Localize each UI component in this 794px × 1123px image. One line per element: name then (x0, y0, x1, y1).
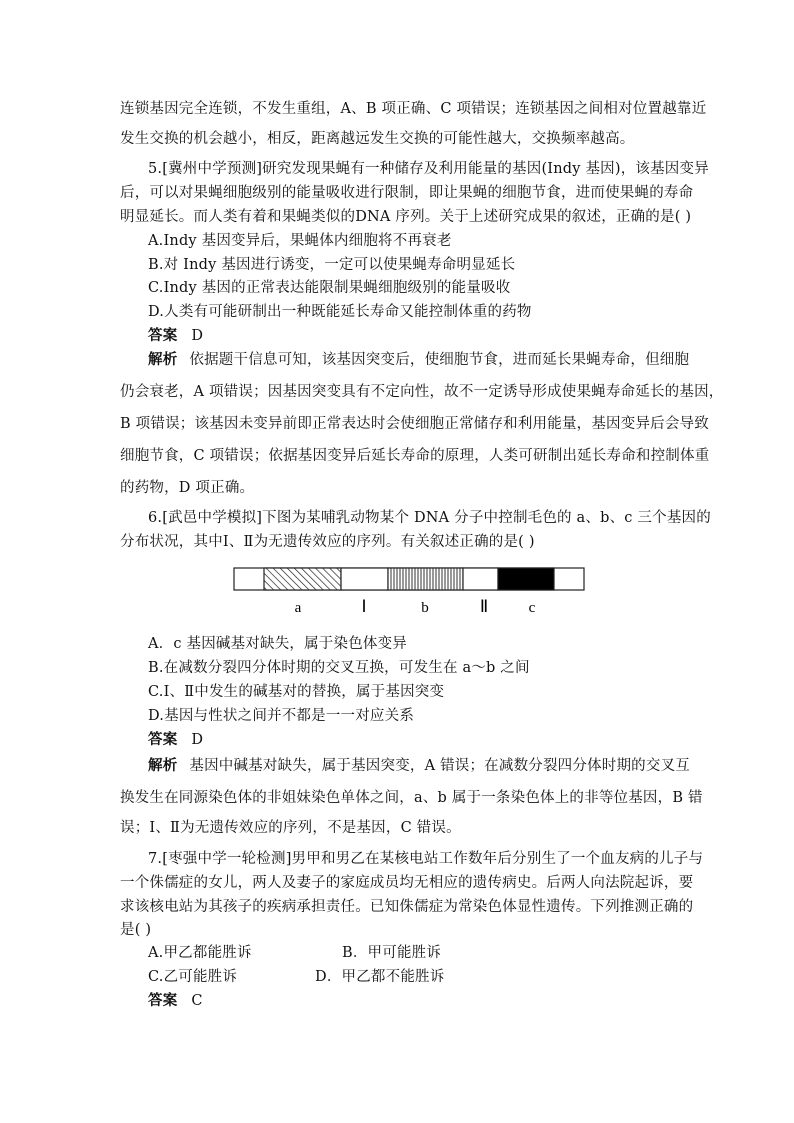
analysis-label: 解析 (148, 757, 178, 774)
gene-b-segment (388, 568, 463, 590)
text-line: 发生交换的机会越小，相反，距离越远发生交换的可能性越大，交换频率越高。 (120, 131, 635, 147)
analysis-text: 误；Ⅰ、Ⅱ为无遗传效应的序列，不是基因，C 错误。 (120, 820, 461, 836)
gene-c-segment (498, 568, 554, 590)
question-5-stem: 明显延长。而人类有着和果蝇类似的DNA 序列。关于上述研究成果的叙述，正确的是( ) (120, 209, 692, 225)
question-7-stem: 是( ) (120, 922, 152, 938)
question-7-option-a: A.甲乙都能胜诉 (148, 945, 252, 961)
analysis-text: 细胞节食，C 项错误；依据基因变异后延长寿命的原理，人类可研制出延长寿命和控制体重 (120, 448, 710, 464)
label-c: c (528, 600, 536, 616)
question-5-stem: 后，可以对果蝇细胞级别的能量吸收进行限制，即让果蝇的细胞节食，进而使果蝇的寿命 (120, 185, 694, 201)
analysis-label: 解析 (148, 351, 178, 368)
question-5-analysis (148, 350, 689, 370)
question-6-stem: 6.[武邑中学模拟]下图为某哺乳动物某个 DNA 分子中控制毛色的 a、b、c 三个基因的 (148, 510, 711, 526)
label-II: Ⅱ (479, 597, 489, 616)
answer-label: 答案 (148, 327, 178, 344)
answer-label: 答案 (148, 731, 178, 748)
question-7-stem: 一个侏儒症的女儿，两人及妻子的家庭成员均无相应的遗传病史。后两人向法院起诉，要 (120, 875, 694, 891)
question-7-stem: 求该核电站为其孩子的疾病承担责任。已知侏儒症为常染色体显性遗传。下列推测正确的 (120, 899, 694, 915)
label-I: Ⅰ (361, 597, 367, 616)
question-7-option-c: C.乙可能胜诉 (148, 969, 238, 985)
question-6-option-b: B.在减数分裂四分体时期的交叉互换，可发生在 a～b 之间 (148, 660, 530, 676)
question-5-option-b: B.对 Indy 基因进行诱变，一定可以使果蝇寿命明显延长 (148, 257, 516, 273)
sequence-II-segment (463, 568, 498, 590)
analysis-text: 换发生在同源染色体的非姐妹染色单体之间，a、b 属于一条染色体上的非等位基因，B 错 (120, 790, 703, 806)
sequence-I-segment (341, 568, 388, 590)
label-b: b (421, 600, 429, 616)
question-6-analysis (148, 756, 690, 776)
dna-gene-diagram (222, 560, 594, 624)
question-6-answer (148, 730, 203, 750)
analysis-text: 的药物，D 项正确。 (120, 480, 255, 496)
answer-value: D (191, 732, 204, 748)
question-7-option-d: D．甲乙都不能胜诉 (315, 969, 445, 985)
answer-value: C (191, 993, 203, 1009)
question-5-option-d: D.人类有可能研制出一种既能延长寿命又能控制体重的药物 (148, 304, 532, 320)
question-6-option-d: D.基因与性状之间并不都是一一对应关系 (148, 708, 415, 724)
question-7-answer (148, 991, 203, 1011)
label-a: a (294, 600, 302, 616)
analysis-text: 基因中碱基对缺失，属于基因突变，A 错误；在减数分裂四分体时期的交叉互 (189, 758, 690, 774)
question-7-stem: 7.[枣强中学一轮检测]男甲和男乙在某核电站工作数年后分别生了一个血友病的儿子与 (148, 851, 704, 867)
question-7-option-b: B．甲可能胜诉 (342, 945, 442, 961)
question-5-answer (148, 326, 203, 346)
question-6-option-c: C.Ⅰ、Ⅱ中发生的碱基对的替换，属于基因突变 (148, 684, 445, 700)
gene-a-segment (264, 568, 341, 590)
answer-value: D (191, 328, 204, 344)
question-5-option-c: C.Indy 基因的正常表达能限制果蝇细胞级别的能量吸收 (148, 280, 511, 296)
answer-label: 答案 (148, 992, 178, 1009)
analysis-text: B 项错误；该基因未变异前即正常表达时会使细胞正常储存和利用能量，基因变异后会导致 (120, 416, 709, 432)
text-line: 连锁基因完全连锁，不发生重组，A、B 项正确、C 项错误；连锁基因之间相对位置越靠近 (120, 101, 707, 117)
question-5-option-a: A.Indy 基因变异后，果蝇体内细胞将不再衰老 (148, 233, 452, 249)
question-6-stem: 分布状况，其中Ⅰ、Ⅱ为无遗传效应的序列。有关叙述正确的是( ) (120, 534, 535, 550)
analysis-text: 仍会衰老，A 项错误；因基因突变具有不定向性，故不一定诱导形成使果蝇寿命延长的基因， (120, 384, 724, 400)
analysis-text: 依据题干信息可知，该基因突变后，使细胞节食，进而延长果蝇寿命，但细胞 (189, 352, 690, 368)
question-6-option-a: A．c 基因碱基对缺失，属于染色体变异 (148, 636, 407, 652)
question-5-stem: 5.[冀州中学预测]研究发现果蝇有一种储存及利用能量的基因(Indy 基因)，该基因变异 (148, 161, 709, 177)
